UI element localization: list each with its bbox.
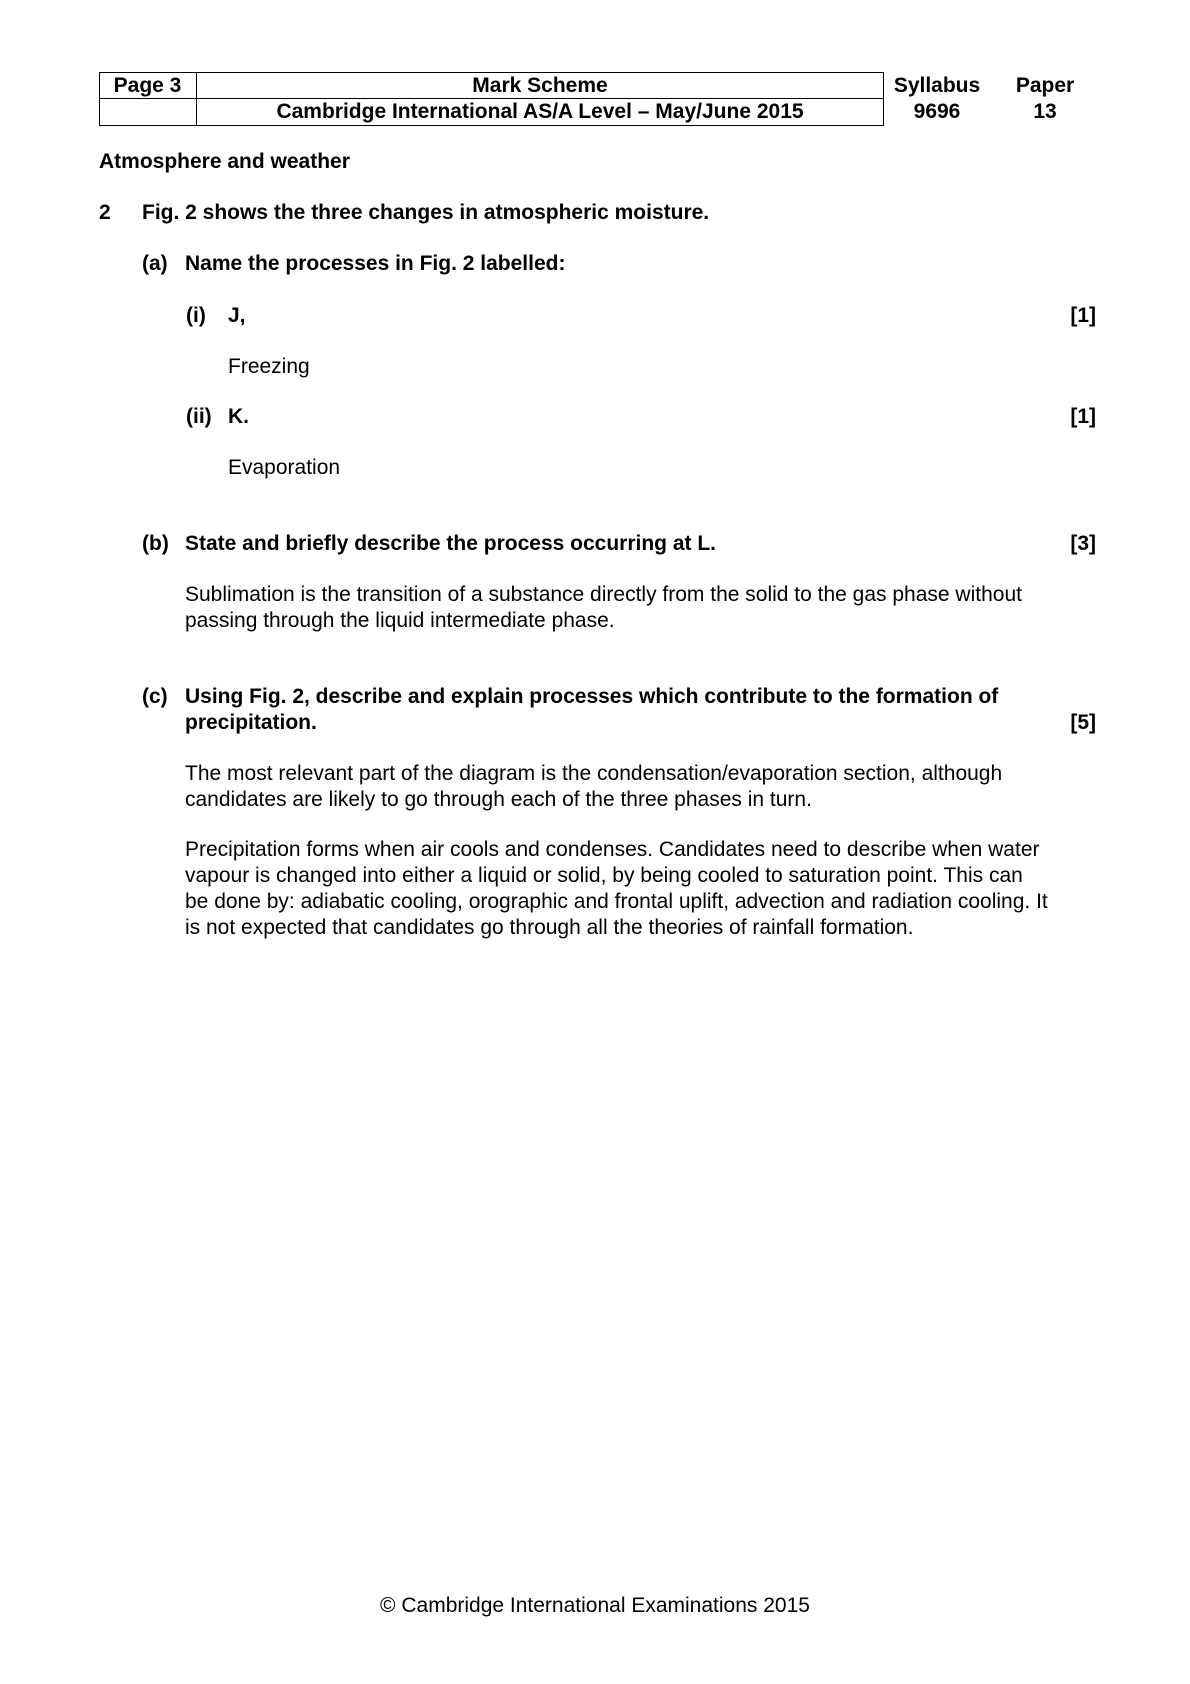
question-number: 2 xyxy=(99,201,111,224)
part-a-i-text: J, xyxy=(228,304,246,327)
part-c-marks: [5] xyxy=(1070,711,1096,734)
part-a-text: Name the processes in Fig. 2 labelled: xyxy=(185,252,566,275)
header-page: Page 3 xyxy=(113,74,182,97)
footer-copyright: © Cambridge International Examinations 2015 xyxy=(380,1594,810,1617)
header-paper-value: 13 xyxy=(1033,100,1057,123)
part-b-label: (b) xyxy=(142,532,169,555)
part-a-ii-answer: Evaporation xyxy=(228,456,341,479)
part-c-paragraph-2-line-2: vapour is changed into either a liquid or solid, by being cooled to saturation point. This can xyxy=(185,864,1023,887)
part-c-label: (c) xyxy=(142,685,168,708)
header-table-divider xyxy=(99,98,884,99)
part-a-i-answer: Freezing xyxy=(228,355,310,378)
part-b-answer-line-2: passing through the liquid intermediate phase. xyxy=(185,609,615,632)
part-a-i-label: (i) xyxy=(186,304,206,327)
question-stem: Fig. 2 shows the three changes in atmospheric moisture. xyxy=(142,201,710,224)
part-c-paragraph-2-line-4: is not expected that candidates go through all the theories of rainfall formation. xyxy=(185,916,914,939)
header-paper-label: Paper xyxy=(1015,74,1075,97)
part-c-paragraph-1-line-2: candidates are likely to go through each of the three phases in turn. xyxy=(185,788,812,811)
part-a-label: (a) xyxy=(142,252,168,275)
header-subtitle: Cambridge International AS/A Level – May/June 2015 xyxy=(276,100,804,123)
part-c-paragraph-2-line-3: be done by: adiabatic cooling, orographic and frontal uplift, advection and radiation cooling. It xyxy=(185,890,1048,913)
part-a-i-marks: [1] xyxy=(1070,304,1096,327)
part-b-marks: [3] xyxy=(1070,532,1096,555)
part-c-paragraph-1-line-1: The most relevant part of the diagram is the condensation/evaporation section, although xyxy=(185,762,1003,785)
header-syllabus-label: Syllabus xyxy=(893,74,981,97)
part-b-answer-line-1: Sublimation is the transition of a substance directly from the solid to the gas phase without xyxy=(185,583,1022,606)
part-c-paragraph-2-line-1: Precipitation forms when air cools and condenses. Candidates need to describe when water xyxy=(185,838,1040,861)
section-title: Atmosphere and weather xyxy=(99,150,350,173)
part-c-text-line-2: precipitation. xyxy=(185,711,317,734)
part-a-ii-marks: [1] xyxy=(1070,405,1096,428)
part-a-ii-text: K. xyxy=(228,405,249,428)
part-c-text-line-1: Using Fig. 2, describe and explain processes which contribute to the formation of xyxy=(185,685,999,708)
header-title: Mark Scheme xyxy=(472,74,608,97)
header-syllabus-value: 9696 xyxy=(913,100,961,123)
part-a-ii-label: (ii) xyxy=(186,405,212,428)
part-b-text: State and briefly describe the process occurring at L. xyxy=(185,532,716,555)
